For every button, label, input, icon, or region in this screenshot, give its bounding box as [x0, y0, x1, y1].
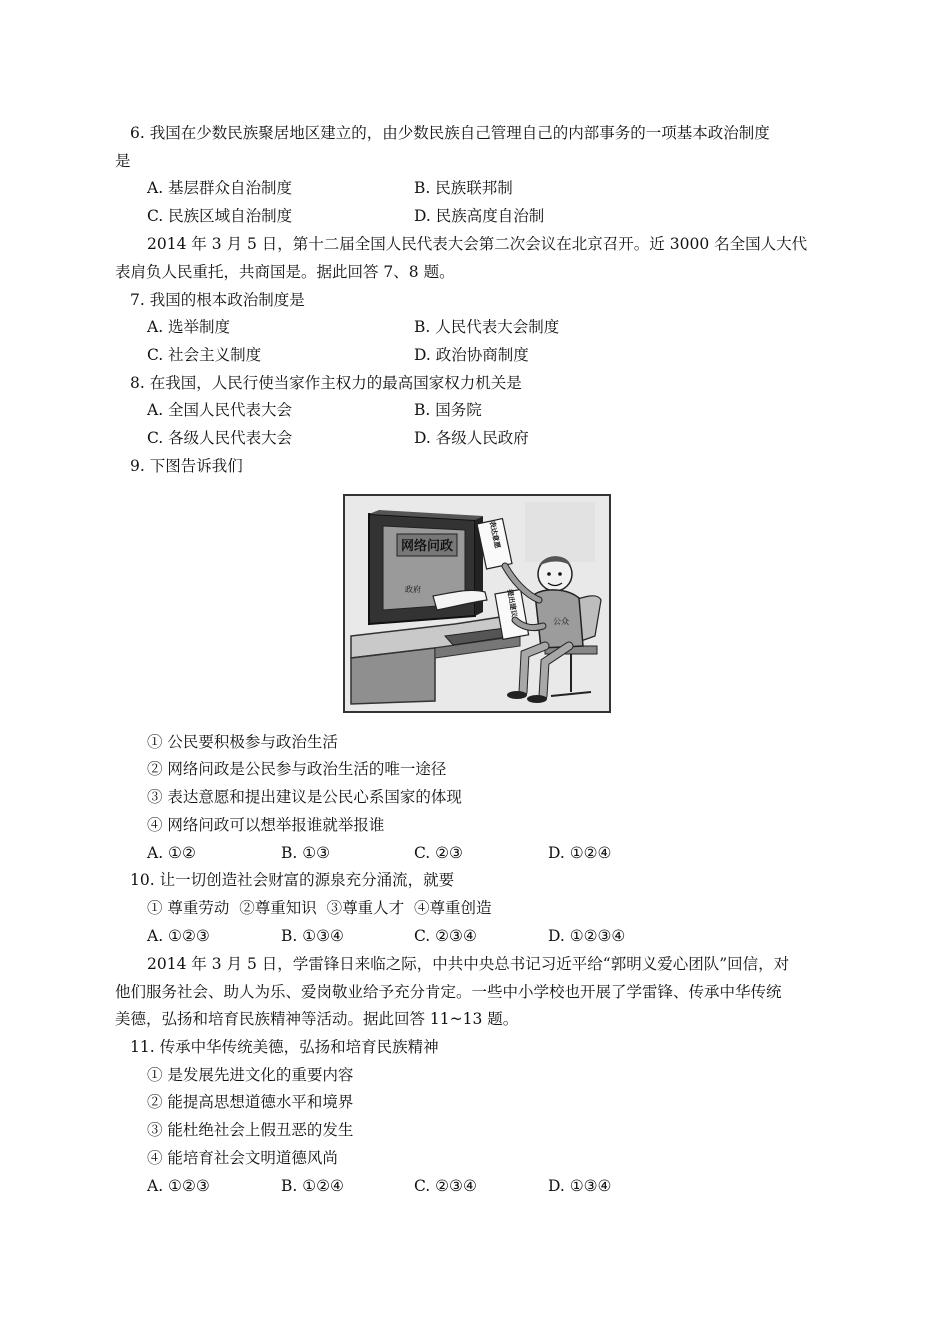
q6-stem-line1: 6. 我国在少数民族聚居地区建立的，由少数民族自己管理自己的内部事务的一项基本政治制度 — [130, 124, 770, 142]
q11-option-d: D. ①③④ — [548, 1177, 612, 1195]
screen-title: 网络问政 — [400, 539, 454, 554]
passage1-line1: 2014 年 3 月 5 日，第十二届全国人民代表大会第二次会议在北京召开。近 3000 名全国人大代 — [147, 235, 808, 253]
q10-statements: ① 尊重劳动 ②尊重知识 ③尊重人才 ④尊重创造 — [147, 899, 492, 917]
q9-option-a: A. ①② — [147, 844, 196, 862]
q9-statement-4: ④ 网络问政可以想举报谁就举报谁 — [147, 816, 385, 834]
q9-statement-1: ① 公民要积极参与政治生活 — [147, 733, 338, 751]
q8-option-c: C. 各级人民代表大会 — [147, 429, 293, 447]
q10-option-c: C. ②③④ — [414, 927, 477, 945]
q6-option-c: C. 民族区域自治制度 — [147, 207, 293, 225]
q11-statement-1: ① 是发展先进文化的重要内容 — [147, 1066, 354, 1084]
cartoon-figure — [343, 494, 611, 713]
q7-option-c: C. 社会主义制度 — [147, 346, 262, 364]
q8-option-a: A. 全国人民代表大会 — [147, 401, 293, 419]
q9-statement-3: ③ 表达意愿和提出建议是公民心系国家的体现 — [147, 788, 462, 806]
q11-option-b: B. ①②④ — [281, 1177, 344, 1195]
q6-stem-line2: 是 — [115, 152, 131, 170]
q6-option-a: A. 基层群众自治制度 — [147, 179, 293, 197]
paper1-label: 表达意愿 — [487, 520, 502, 550]
q11-option-c: C. ②③④ — [414, 1177, 477, 1195]
q7-stem: 7. 我国的根本政治制度是 — [130, 291, 305, 309]
q8-option-d: D. 各级人民政府 — [414, 429, 529, 447]
passage2-line2: 他们服务社会、助人为乐、爱岗敬业给予充分肯定。一些中小学校也开展了学雷锋、传承中华传统 — [115, 983, 782, 1001]
q11-option-a: A. ①②③ — [147, 1177, 210, 1195]
q10-option-b: B. ①③④ — [281, 927, 344, 945]
q9-statement-2: ② 网络问政是公民参与政治生活的唯一途径 — [147, 760, 447, 778]
person-label: 公众 — [553, 617, 569, 626]
q6-option-d: D. 民族高度自治制 — [414, 207, 545, 225]
q11-stem: 11. 传承中华传统美德，弘扬和培育民族精神 — [130, 1038, 439, 1056]
q9-option-d: D. ①②④ — [548, 844, 612, 862]
paper2-label: 提出建议 — [505, 588, 519, 618]
passage2-line1: 2014 年 3 月 5 日，学雷锋日来临之际，中共中央总书记习近平给“郭明义爱心团队”回信，对 — [147, 955, 790, 973]
q11-statement-2: ② 能提高思想道德水平和境界 — [147, 1093, 354, 1111]
q7-option-d: D. 政治协商制度 — [414, 346, 529, 364]
passage1-line2: 表肩负人民重托，共商国是。据此回答 7、8 题。 — [115, 263, 455, 281]
q10-stem: 10. 让一切创造社会财富的源泉充分涌流，就要 — [130, 871, 455, 889]
q8-stem: 8. 在我国，人民行使当家作主权力的最高国家权力机关是 — [130, 374, 522, 392]
cartoon-illustration — [345, 496, 609, 711]
q7-option-a: A. 选举制度 — [147, 318, 231, 336]
q7-option-b: B. 人民代表大会制度 — [414, 318, 560, 336]
q10-option-d: D. ①②③④ — [548, 927, 626, 945]
q11-statement-3: ③ 能杜绝社会上假丑恶的发生 — [147, 1121, 354, 1139]
q6-option-b: B. 民族联邦制 — [414, 179, 513, 197]
q11-statement-4: ④ 能培育社会文明道德风尚 — [147, 1149, 338, 1167]
q9-option-c: C. ②③ — [414, 844, 463, 862]
q10-option-a: A. ①②③ — [147, 927, 210, 945]
gov-label: 政府 — [405, 585, 421, 594]
q8-option-b: B. 国务院 — [414, 401, 482, 419]
q9-option-b: B. ①③ — [281, 844, 331, 862]
passage2-line3: 美德，弘扬和培育民族精神等活动。据此回答 11~13 题。 — [115, 1010, 519, 1028]
q9-stem: 9. 下图告诉我们 — [130, 457, 243, 475]
